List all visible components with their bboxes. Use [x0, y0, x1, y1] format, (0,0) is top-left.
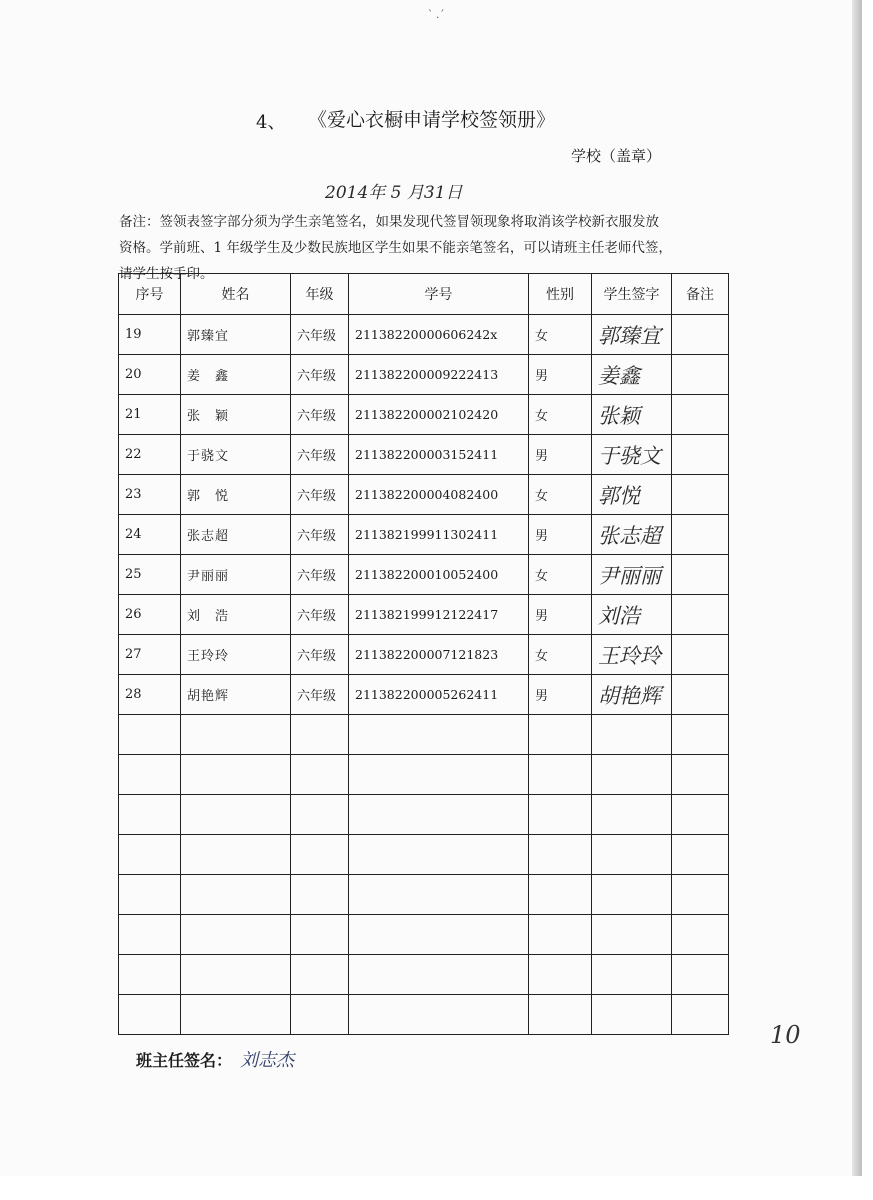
- cell-remark: [672, 475, 729, 515]
- cell-grade: 六年级: [291, 435, 349, 475]
- page-bottom-margin: [0, 1176, 873, 1200]
- cell-student-id: [349, 915, 529, 955]
- cell-sex: 男: [529, 435, 592, 475]
- table-row: [119, 475, 729, 515]
- cell-student-id: 211382200005262411: [349, 675, 529, 715]
- cell-sex: [529, 835, 592, 875]
- cell-name: 郭 悦: [181, 475, 291, 515]
- cell-remark: [672, 755, 729, 795]
- cell-remark: [672, 555, 729, 595]
- cell-name: [181, 995, 291, 1035]
- cell-number: 19: [119, 315, 181, 355]
- cell-student-id: [349, 995, 529, 1035]
- cell-student-id: [349, 955, 529, 995]
- homeroom-teacher-signature: 刘志杰: [240, 1050, 294, 1071]
- cell-sex: 男: [529, 595, 592, 635]
- cell-number: [119, 995, 181, 1035]
- cell-number: 20: [119, 355, 181, 395]
- cell-student-id: 21138220000606242x: [349, 315, 529, 355]
- cell-remark: [672, 835, 729, 875]
- cell-name: [181, 875, 291, 915]
- cell-name: 尹丽丽: [181, 555, 291, 595]
- cell-sex: [529, 955, 592, 995]
- cell-signature: [592, 715, 672, 755]
- cell-remark: [672, 395, 729, 435]
- cell-signature: 郭悦: [592, 475, 672, 515]
- cell-remark: [672, 915, 729, 955]
- cell-student-id: [349, 875, 529, 915]
- cell-signature: 张志超: [592, 515, 672, 555]
- cell-name: [181, 835, 291, 875]
- roster-table: [118, 273, 729, 1035]
- cell-sex: [529, 875, 592, 915]
- cell-student-id: [349, 795, 529, 835]
- col-header-student-id: 学号: [349, 274, 529, 315]
- empty-row: [119, 875, 729, 915]
- cell-grade: [291, 755, 349, 795]
- cell-grade: 六年级: [291, 515, 349, 555]
- cell-name: 胡艳辉: [181, 675, 291, 715]
- cell-signature: [592, 835, 672, 875]
- cell-signature: 刘浩: [592, 595, 672, 635]
- cell-number: [119, 795, 181, 835]
- cell-remark: [672, 955, 729, 995]
- cell-signature: 于骁文: [592, 435, 672, 475]
- cell-sex: [529, 715, 592, 755]
- school-seal-label: 学校（盖章）: [571, 147, 662, 165]
- cell-remark: [672, 515, 729, 555]
- empty-row: [119, 835, 729, 875]
- empty-row: [119, 755, 729, 795]
- col-header-grade: 年级: [291, 274, 349, 315]
- table-row: [119, 595, 729, 635]
- cell-grade: [291, 835, 349, 875]
- cell-number: [119, 955, 181, 995]
- cell-sex: 男: [529, 515, 592, 555]
- homeroom-teacher-label: 班主任签名：: [136, 1051, 233, 1070]
- col-header-number: 序号: [119, 274, 181, 315]
- table-row: [119, 355, 729, 395]
- cell-student-id: 211382200003152411: [349, 435, 529, 475]
- cell-number: 28: [119, 675, 181, 715]
- roster-body: [119, 315, 729, 1035]
- cell-number: 26: [119, 595, 181, 635]
- cell-signature: [592, 955, 672, 995]
- cell-grade: 六年级: [291, 555, 349, 595]
- col-header-name: 姓名: [181, 274, 291, 315]
- cell-remark: [672, 595, 729, 635]
- cell-remark: [672, 875, 729, 915]
- cell-student-id: 211382200002102420: [349, 395, 529, 435]
- cell-number: 25: [119, 555, 181, 595]
- cell-signature: 尹丽丽: [592, 555, 672, 595]
- table-row: [119, 635, 729, 675]
- cell-student-id: 211382199911302411: [349, 515, 529, 555]
- cell-grade: [291, 955, 349, 995]
- cell-number: [119, 915, 181, 955]
- cell-signature: [592, 795, 672, 835]
- empty-row: [119, 915, 729, 955]
- cell-student-id: [349, 755, 529, 795]
- cell-grade: [291, 995, 349, 1035]
- cell-name: [181, 795, 291, 835]
- cell-signature: [592, 915, 672, 955]
- cell-signature: [592, 875, 672, 915]
- cell-name: 王玲玲: [181, 635, 291, 675]
- cell-grade: 六年级: [291, 395, 349, 435]
- empty-row: [119, 715, 729, 755]
- date-line: 2014年 5 月31日: [325, 183, 463, 203]
- cell-sex: 男: [529, 355, 592, 395]
- cell-student-id: [349, 835, 529, 875]
- cell-sex: 女: [529, 635, 592, 675]
- cell-remark: [672, 995, 729, 1035]
- cell-sex: 女: [529, 475, 592, 515]
- cell-grade: [291, 715, 349, 755]
- cell-remark: [672, 315, 729, 355]
- cell-signature: [592, 995, 672, 1035]
- cell-signature: 姜鑫: [592, 355, 672, 395]
- remark-line: 资格。学前班、1 年级学生及少数民族地区学生如果不能亲笔签名，可以请班主任老师代签，: [119, 240, 672, 256]
- cell-name: [181, 955, 291, 995]
- cell-number: [119, 715, 181, 755]
- cell-remark: [672, 635, 729, 675]
- cell-sex: [529, 795, 592, 835]
- cell-grade: 六年级: [291, 675, 349, 715]
- cell-grade: 六年级: [291, 355, 349, 395]
- cell-grade: [291, 915, 349, 955]
- empty-row: [119, 955, 729, 995]
- cell-number: [119, 755, 181, 795]
- cell-name: [181, 755, 291, 795]
- cell-number: 22: [119, 435, 181, 475]
- table-row: [119, 515, 729, 555]
- cell-number: [119, 875, 181, 915]
- remark-line: 备注：签领表签字部分须为学生亲笔签名，如果发现代签冒领现象将取消该学校新衣服发放: [119, 214, 659, 230]
- cell-remark: [672, 715, 729, 755]
- cell-grade: 六年级: [291, 475, 349, 515]
- cell-student-id: 211382200007121823: [349, 635, 529, 675]
- cell-name: 姜 鑫: [181, 355, 291, 395]
- cell-number: 23: [119, 475, 181, 515]
- cell-sex: [529, 915, 592, 955]
- remark-line: 请学生按手印。: [119, 266, 214, 282]
- cell-student-id: 211382200009222413: [349, 355, 529, 395]
- cell-student-id: 211382200010052400: [349, 555, 529, 595]
- page-title: 《爱心衣橱申请学校签领册》: [308, 109, 556, 131]
- section-number: 4、: [256, 112, 286, 133]
- cell-grade: 六年级: [291, 635, 349, 675]
- cell-name: [181, 715, 291, 755]
- cell-signature: 郭臻宜: [592, 315, 672, 355]
- page-mark: 10: [770, 1021, 801, 1049]
- cell-signature: 张颖: [592, 395, 672, 435]
- table-row: [119, 435, 729, 475]
- cell-name: 张志超: [181, 515, 291, 555]
- table-header-row: [119, 274, 729, 315]
- cell-sex: [529, 755, 592, 795]
- cell-student-id: 211382200004082400: [349, 475, 529, 515]
- cell-grade: 六年级: [291, 315, 349, 355]
- cell-sex: [529, 995, 592, 1035]
- cell-signature: [592, 755, 672, 795]
- col-header-remark: 备注: [672, 274, 729, 315]
- cell-number: [119, 835, 181, 875]
- cell-name: 刘 浩: [181, 595, 291, 635]
- cell-name: [181, 915, 291, 955]
- table-row: [119, 315, 729, 355]
- cell-number: 27: [119, 635, 181, 675]
- table-row: [119, 555, 729, 595]
- cell-remark: [672, 795, 729, 835]
- cell-sex: 女: [529, 315, 592, 355]
- cell-sex: 男: [529, 675, 592, 715]
- scan-speck: ˋ .ˊ: [428, 10, 445, 21]
- cell-name: 于骁文: [181, 435, 291, 475]
- cell-student-id: 211382199912122417: [349, 595, 529, 635]
- cell-number: 21: [119, 395, 181, 435]
- cell-remark: [672, 435, 729, 475]
- cell-student-id: [349, 715, 529, 755]
- col-header-signature: 学生签字: [592, 274, 672, 315]
- table-row: [119, 675, 729, 715]
- cell-sex: 女: [529, 555, 592, 595]
- cell-grade: [291, 875, 349, 915]
- cell-remark: [672, 355, 729, 395]
- cell-signature: 胡艳辉: [592, 675, 672, 715]
- cell-remark: [672, 675, 729, 715]
- scan-edge: [852, 0, 862, 1200]
- cell-number: 24: [119, 515, 181, 555]
- empty-row: [119, 795, 729, 835]
- cell-signature: 王玲玲: [592, 635, 672, 675]
- empty-row: [119, 995, 729, 1035]
- cell-name: 张 颖: [181, 395, 291, 435]
- table-row: [119, 395, 729, 435]
- col-header-sex: 性别: [529, 274, 592, 315]
- cell-grade: [291, 795, 349, 835]
- cell-name: 郭臻宜: [181, 315, 291, 355]
- cell-grade: 六年级: [291, 595, 349, 635]
- cell-sex: 女: [529, 395, 592, 435]
